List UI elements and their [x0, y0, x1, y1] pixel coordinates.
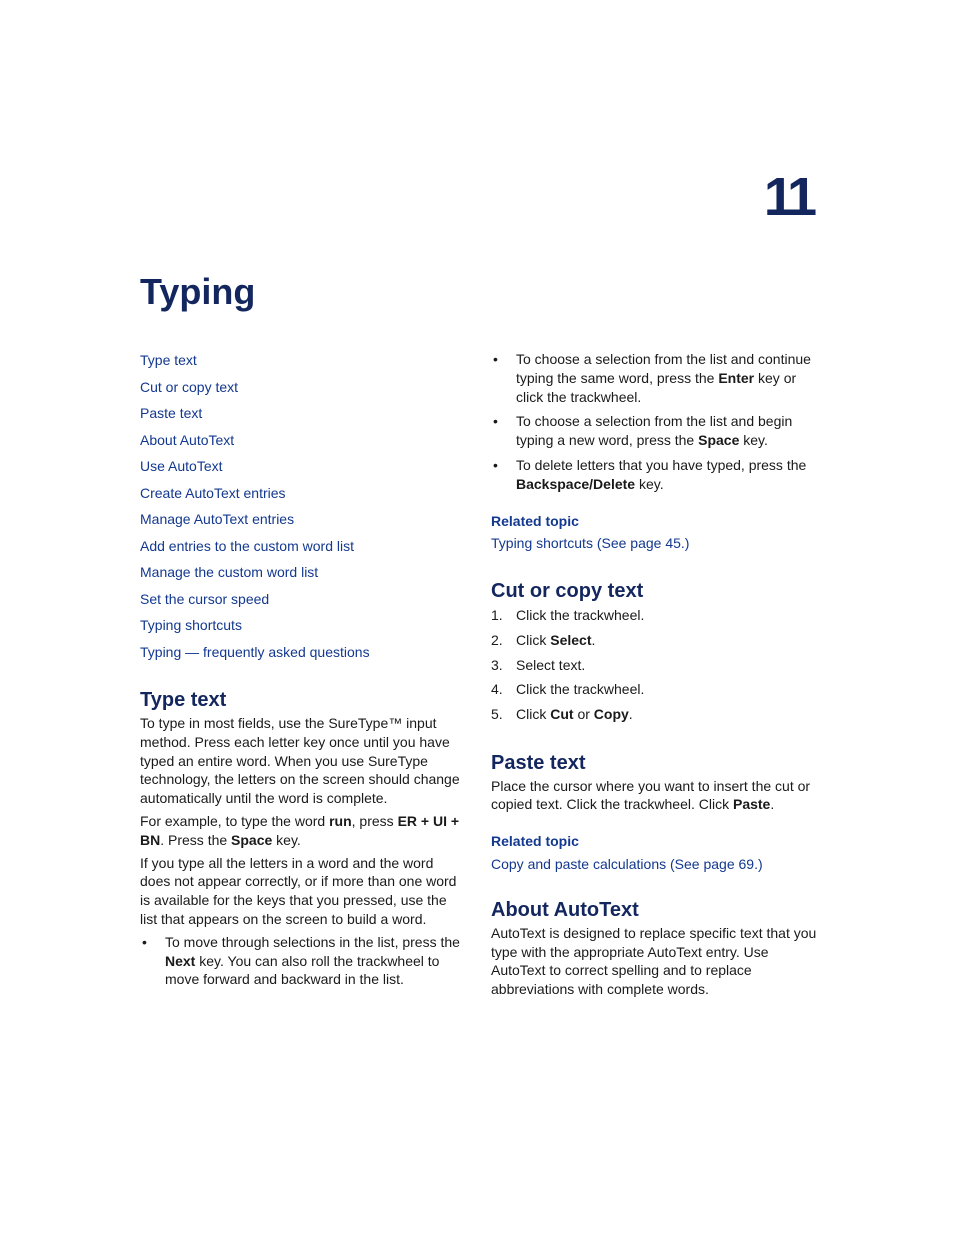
section-heading-paste-text: Paste text [491, 751, 586, 774]
bold-term: run [329, 812, 352, 829]
right-column [491, 350, 821, 1003]
text-run: To choose a selection from the list and continue typing the same word, press the [516, 351, 811, 386]
type-text-bullets-continued [491, 350, 821, 494]
autotext-paragraph: AutoText is designed to replace specific text that you type with the appropriate AutoText entry. Use AutoText to correct spelling and to replace abbreviations with complete words. [491, 924, 817, 998]
toc-link-typing-shortcuts[interactable]: Typing shortcuts [140, 617, 242, 633]
step-number: 3. [491, 656, 503, 673]
bold-key: Backspace/Delete [516, 475, 636, 492]
step-item [491, 605, 821, 630]
text-run: To delete letters that you have typed, press the [516, 456, 807, 473]
bullet-item [491, 412, 821, 450]
toc-item [140, 483, 465, 510]
type-text-paragraph-1: To type in most fields, use the SureType™ input method. Press each letter key once until you have typed an entire word. When you use SureType technology, the letters on the screen should change automatically until the word is complete. [140, 715, 460, 807]
text-run: Click [516, 631, 551, 648]
step-text [516, 704, 633, 729]
text-run: . Press the [160, 831, 232, 848]
toc-item [140, 430, 465, 457]
related-topic-link-wrapper [491, 855, 821, 874]
bold-keys: ER + UI + BN [140, 812, 460, 848]
toc-item [140, 456, 465, 483]
toc-item [140, 642, 465, 669]
bullet-item [491, 456, 821, 494]
toc-link-typing-faq[interactable]: Typing — frequently asked questions [140, 643, 370, 660]
text-run: key. [272, 831, 301, 848]
text-run: key. [739, 432, 768, 449]
step-item [491, 655, 821, 680]
toc-item [140, 536, 465, 563]
related-link-typing-shortcuts[interactable]: Typing shortcuts (See page 45.) [491, 535, 690, 552]
toc-item [140, 589, 465, 616]
text-run: Click the trackwheel. [516, 681, 645, 698]
text-run: key or click the trackwheel. [516, 369, 797, 405]
text-run: . [591, 631, 596, 648]
step-item [491, 679, 821, 704]
toc-item [140, 377, 465, 404]
step-number: 4. [491, 681, 503, 698]
toc-link-add-custom-words[interactable]: Add entries to the custom word list [140, 537, 354, 554]
chapter-toc [140, 350, 465, 668]
text-run: or [573, 705, 594, 722]
chapter-title: Typing [140, 271, 256, 312]
toc-item [140, 509, 465, 536]
text-run: Place the cursor where you want to insert the cut or copied text. Click the trackwheel. Click [491, 777, 811, 813]
cut-copy-steps [491, 605, 821, 728]
type-text-paragraph-2 [140, 812, 465, 850]
toc-link-manage-custom-words[interactable]: Manage the custom word list [140, 564, 319, 580]
bullet-item [491, 350, 821, 406]
step-text [516, 655, 585, 680]
bold-key: Space [231, 831, 273, 848]
related-topic-label: Related topic [491, 833, 579, 850]
related-topic-link-wrapper [491, 534, 821, 553]
section-heading-type-text: Type text [140, 689, 227, 711]
toc-link-use-autotext[interactable]: Use AutoText [140, 458, 223, 474]
text-run: For example, to type the word [140, 812, 330, 829]
text-run: Select text. [516, 656, 586, 673]
text-run: . [628, 705, 633, 722]
text-run: To choose a selection from the list and begin typing a new word, press the [516, 413, 793, 449]
bold-command: Select [550, 631, 592, 648]
bold-command: Paste [732, 796, 771, 813]
bold-key: Enter [718, 369, 755, 386]
step-number: 1. [491, 607, 503, 624]
type-text-paragraph-3: If you type all the letters in a word and the word does not appear correctly, or if more than one word is available for the keys that you pressed, use the list that appears on the screen to build a word. [140, 854, 457, 927]
step-item [491, 704, 821, 729]
section-heading-about-autotext: About AutoText [491, 898, 639, 921]
related-topic-label: Related topic [491, 512, 579, 529]
related-link-copy-paste-calculations[interactable]: Copy and paste calculations (See page 69.) [491, 856, 763, 872]
toc-item [140, 403, 465, 430]
step-number: 2. [491, 631, 503, 648]
text-run: Click [516, 705, 551, 722]
step-text [516, 605, 644, 630]
toc-item [140, 562, 465, 589]
type-text-bullets [140, 933, 465, 989]
text-run: . [770, 796, 775, 813]
toc-item [140, 615, 465, 642]
step-item [491, 630, 821, 655]
text-run: key. You can also roll the trackwheel to move forward and backward in the list. [165, 952, 440, 988]
text-run: , press [351, 812, 398, 829]
step-number: 5. [491, 705, 503, 722]
toc-link-paste-text[interactable]: Paste text [140, 405, 203, 421]
bold-command: Cut [550, 705, 574, 722]
toc-link-cursor-speed[interactable]: Set the cursor speed [140, 590, 270, 607]
bold-key: Next [165, 952, 196, 969]
toc-link-about-autotext[interactable]: About AutoText [140, 431, 235, 448]
section-heading-cut-copy: Cut or copy text [491, 580, 644, 603]
toc-link-manage-autotext-entries[interactable]: Manage AutoText entries [140, 511, 295, 527]
step-text [516, 679, 644, 704]
text-run: Click the trackwheel. [516, 607, 645, 624]
bullet-item [140, 933, 465, 989]
paste-text-paragraph [491, 777, 821, 815]
bold-command: Copy [593, 705, 629, 722]
text-run: key. [635, 475, 664, 492]
toc-item [140, 350, 465, 377]
left-column [140, 350, 465, 995]
text-run: To move through selections in the list, press the [165, 933, 460, 950]
toc-link-create-autotext-entries[interactable]: Create AutoText entries [140, 484, 286, 501]
toc-link-cut-or-copy-text[interactable]: Cut or copy text [140, 378, 239, 395]
step-text [516, 630, 595, 655]
chapter-number: 11 [763, 167, 813, 227]
toc-link-type-text[interactable]: Type text [140, 352, 197, 368]
bold-key: Space [698, 432, 740, 449]
